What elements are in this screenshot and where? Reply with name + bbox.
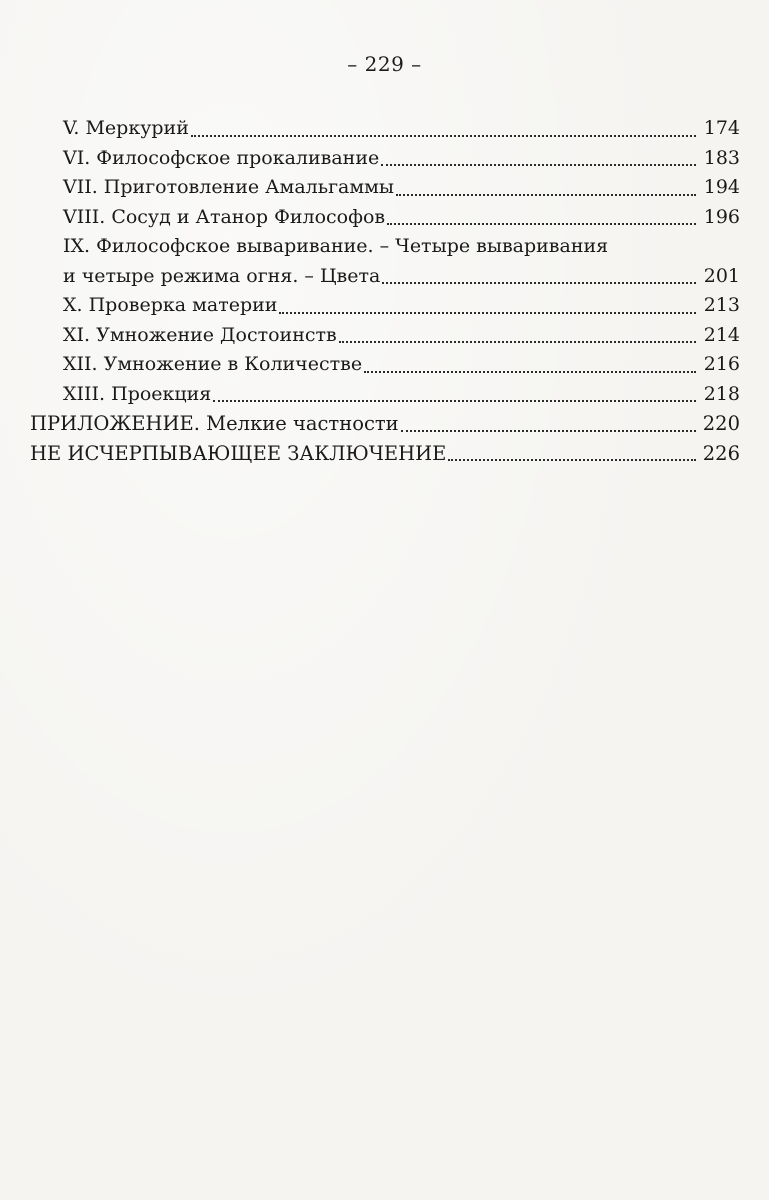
toc-entry bbox=[30, 321, 740, 351]
dot-leader bbox=[387, 222, 696, 225]
toc-entry-page: 174 bbox=[703, 117, 740, 139]
dot-leader bbox=[382, 281, 696, 284]
dot-leader bbox=[213, 399, 696, 402]
toc-entry-page: 214 bbox=[703, 323, 740, 346]
toc-entry-page: 194 bbox=[703, 176, 740, 198]
toc-entry bbox=[30, 114, 740, 144]
toc-entry-title: VI. Философское прокаливание bbox=[63, 146, 380, 169]
toc-entry-line2 bbox=[63, 262, 740, 292]
toc-entry-title-line1: IX. Философское вываривание. – Четыре вываривания bbox=[63, 235, 609, 257]
toc-entry bbox=[30, 350, 740, 380]
toc-entry-page: 226 bbox=[702, 441, 740, 465]
toc-entry-page: 196 bbox=[703, 205, 740, 228]
page-number: – 229 – bbox=[347, 52, 422, 76]
toc-entry bbox=[30, 291, 740, 321]
toc-entry-title: ПРИЛОЖЕНИЕ. Мелкие частности bbox=[30, 412, 399, 435]
toc-entry bbox=[30, 380, 740, 410]
toc-entry-title-line2: и четыре режима огня. – Цвета bbox=[63, 264, 381, 287]
table-of-contents bbox=[30, 114, 740, 468]
toc-entry-top-level bbox=[30, 409, 740, 439]
toc-entry bbox=[30, 144, 740, 174]
toc-entry-page: 183 bbox=[703, 146, 740, 169]
toc-entry-title: XI. Умножение Достоинств bbox=[63, 323, 337, 346]
toc-entry-page: 201 bbox=[703, 264, 740, 287]
toc-entry bbox=[30, 203, 740, 233]
dot-leader bbox=[364, 370, 696, 373]
toc-entry-title: VII. Приготовление Амальгаммы bbox=[63, 176, 395, 198]
toc-entry-page: 213 bbox=[703, 294, 740, 316]
toc-entry-title: XIII. Проекция bbox=[63, 382, 212, 405]
toc-entry-top-level bbox=[30, 439, 740, 469]
toc-entry-title: XII. Умножение в Количестве bbox=[63, 353, 363, 375]
dot-leader bbox=[396, 193, 696, 196]
dot-leader bbox=[339, 340, 696, 343]
dot-leader bbox=[448, 458, 696, 461]
dot-leader bbox=[191, 134, 696, 137]
toc-entry-page: 220 bbox=[702, 412, 740, 435]
toc-entry-title: V. Меркурий bbox=[63, 117, 189, 139]
toc-entry-page: 216 bbox=[703, 353, 740, 375]
toc-entry-title: X. Проверка материи bbox=[63, 294, 278, 316]
toc-entry-multiline bbox=[30, 232, 740, 291]
dot-leader bbox=[279, 311, 696, 314]
toc-entry-title: НЕ ИСЧЕРПЫВАЮЩЕЕ ЗАКЛЮЧЕНИЕ bbox=[30, 441, 447, 465]
toc-entry-title: VIII. Сосуд и Атанор Философов bbox=[63, 205, 386, 228]
dot-leader bbox=[381, 163, 696, 166]
toc-entry-page: 218 bbox=[703, 382, 740, 405]
dot-leader bbox=[401, 429, 696, 432]
toc-entry bbox=[30, 173, 740, 203]
